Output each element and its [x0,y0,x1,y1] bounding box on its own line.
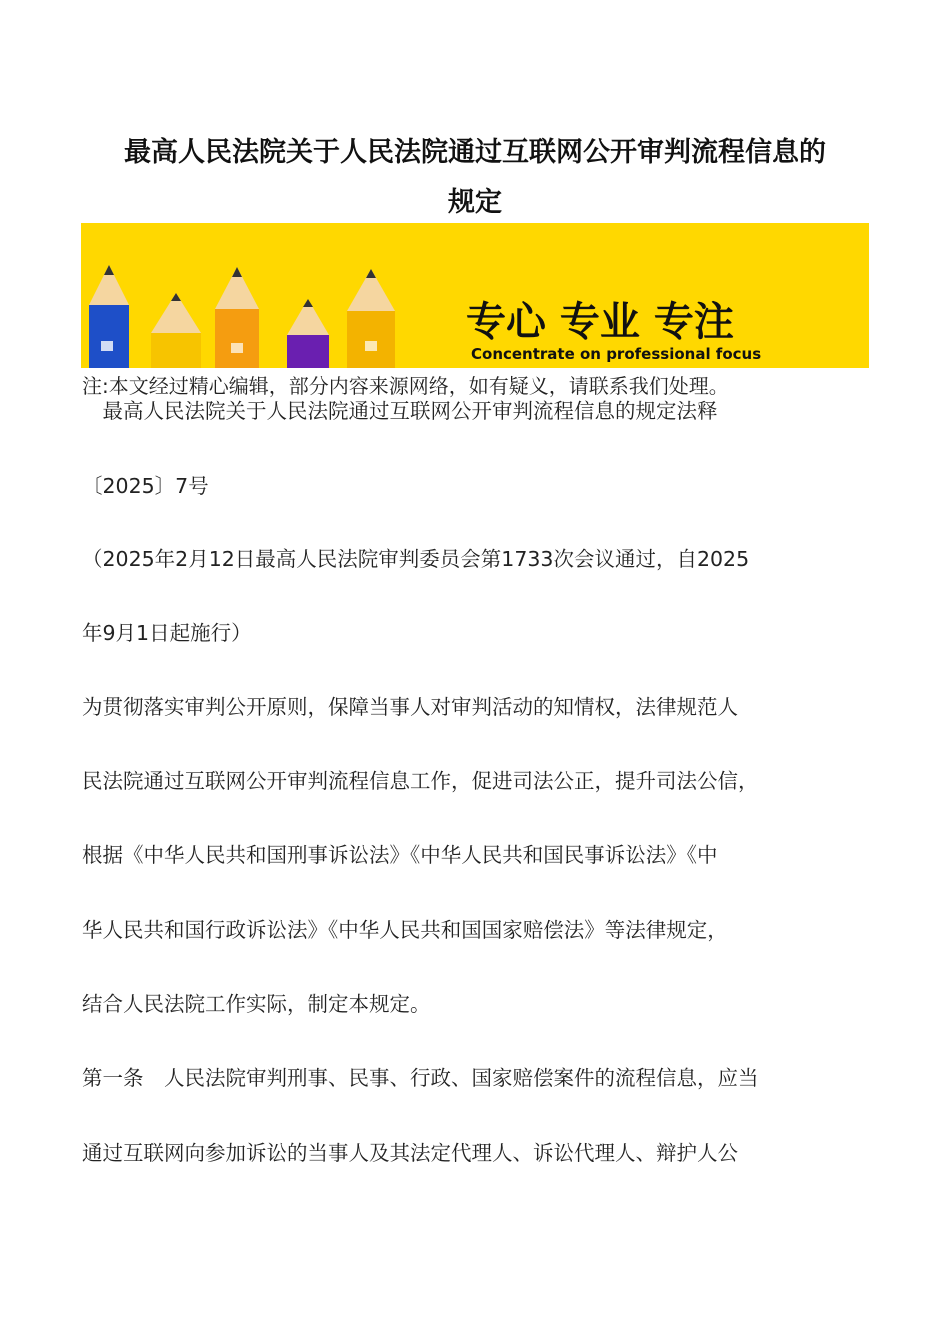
body-line: 第一条 人民法院审判刑事、民事、行政、国家赔偿案件的流程信息，应当 [82,1066,759,1090]
body-line: 年9月1日起施行） [82,621,252,645]
body-line: 最高人民法院关于人民法院通过互联网公开审判流程信息的规定法释 [82,399,718,423]
body-line: 华人民共和国行政诉讼法》《中华人民共和国国家赔偿法》等法律规定， [82,918,728,942]
document-title [82,128,868,228]
body-line: 〔2025〕7号 [82,474,209,498]
banner-slogan-en: Concentrate on professional focus [471,345,762,363]
editor-note: 注:本文经过精心编辑，部分内容来源网络，如有疑义，请联系我们处理。 [82,374,729,398]
banner-image [81,223,869,368]
title-line-1: 最高人民法院关于人民法院通过互联网公开审判流程信息的 [124,137,826,168]
body-line: 结合人民法院工作实际，制定本规定。 [82,992,431,1016]
title-line-2: 规定 [448,187,502,218]
banner-slogan: 专心 专业 专注 [466,299,734,345]
body-line: 根据《中华人民共和国刑事诉讼法》《中华人民共和国民事诉讼法》《中 [82,843,718,867]
body-line: （2025年2月12日最高人民法院审判委员会第1733次会议通过，自2025 [82,547,750,571]
body-line: 为贯彻落实审判公开原则，保障当事人对审判活动的知情权，法律规范人 [82,695,738,719]
body-line: 通过互联网向参加诉讼的当事人及其法定代理人、诉讼代理人、辩护人公 [82,1141,738,1165]
body-line: 民法院通过互联网公开审判流程信息工作，促进司法公正，提升司法公信， [82,769,759,793]
